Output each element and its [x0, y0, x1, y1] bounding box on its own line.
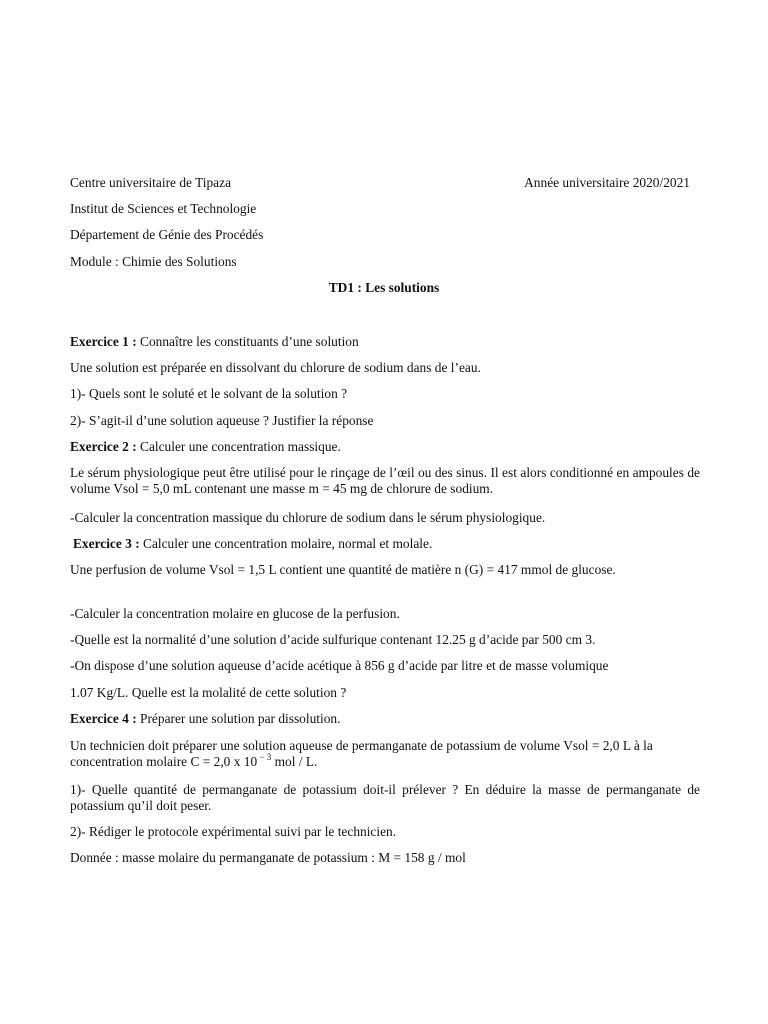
- exercise-4-unit: mol / L.: [271, 754, 318, 769]
- exercise-3-question-3-cont: 1.07 Kg/L. Quelle est la molalité de cette solution ?: [70, 685, 347, 700]
- exercise-2-intro: Le sérum physiologique peut être utilisé pour le rinçage de l’œil ou des sinus. Il est alors conditionné en ampoules de volume Vsol = 5,0 mL contenant une masse m = 45 mg de chlorure de sodium.: [70, 465, 700, 496]
- exercise-2-heading: [70, 439, 700, 455]
- exercise-1-question-2: 2)- S’agit-il d’une solution aqueuse ? Justifier la réponse: [70, 413, 374, 428]
- department-name: Département de Génie des Procédés: [70, 227, 264, 242]
- module-name: Module : Chimie des Solutions: [70, 254, 237, 269]
- exercise-1-title: Connaître les constituants d’une solution: [136, 334, 359, 349]
- exercise-2-title: Calculer une concentration massique.: [136, 439, 341, 454]
- exercise-4-question-2: 2)- Rédiger le protocole expérimental suivi par le technicien.: [70, 824, 397, 839]
- exercise-3-title: Calculer une concentration molaire, normal et molale.: [139, 536, 433, 551]
- exercise-4-given-data: Donnée : masse molaire du permanganate de potassium : M = 158 g / mol: [70, 850, 466, 865]
- exercise-1-intro: Une solution est préparée en dissolvant du chlorure de sodium dans de l’eau.: [70, 360, 481, 375]
- institute-name: Institut de Sciences et Technologie: [70, 201, 257, 216]
- exercise-3-question-1: -Calculer la concentration molaire en glucose de la perfusion.: [70, 606, 400, 621]
- exercise-4-exponent: − 3: [257, 751, 272, 762]
- exercise-3-heading: [73, 536, 703, 552]
- exercise-3-question-3: -On dispose d’une solution aqueuse d’acide acétique à 856 g d’acide par litre et de masse volumique: [70, 658, 609, 673]
- exercise-4-intro-text: Un technicien doit préparer une solution aqueuse de permanganate de potassium de volume Vsol = 2,0 L à la concentration molaire C = 2,0 x 10: [70, 738, 653, 769]
- document-title: TD1 : Les solutions: [328, 280, 440, 295]
- exercise-3-intro: Une perfusion de volume Vsol = 1,5 L contient une quantité de matière n (G) = 417 mmol de glucose.: [70, 562, 616, 577]
- exercise-4-intro: [70, 738, 700, 770]
- exercise-1-question-1: 1)- Quels sont le soluté et le solvant de la solution ?: [70, 386, 348, 401]
- exercise-1-heading: [70, 334, 700, 350]
- exercise-2-label: Exercice 2 :: [70, 439, 137, 454]
- exercise-3-question-2: -Quelle est la normalité d’une solution d’acide sulfurique contenant 12.25 g d’acide par 500 cm 3.: [70, 632, 596, 647]
- exercise-4-heading: [70, 711, 700, 727]
- exercise-3-label: Exercice 3 :: [73, 536, 140, 551]
- exercise-4-title: Préparer une solution par dissolution.: [136, 711, 341, 726]
- academic-year: Année universitaire 2020/2021: [524, 175, 690, 190]
- exercise-4-question-1: 1)- Quelle quantité de permanganate de potassium doit-il prélever ? En déduire la masse de permanganate de potassium qu’il doit peser.: [70, 782, 700, 813]
- institution-name: Centre universitaire de Tipaza: [70, 175, 232, 190]
- exercise-1-label: Exercice 1 :: [70, 334, 137, 349]
- exercise-2-question-1: -Calculer la concentration massique du chlorure de sodium dans le sérum physiologique.: [70, 510, 546, 525]
- exercise-4-label: Exercice 4 :: [70, 711, 137, 726]
